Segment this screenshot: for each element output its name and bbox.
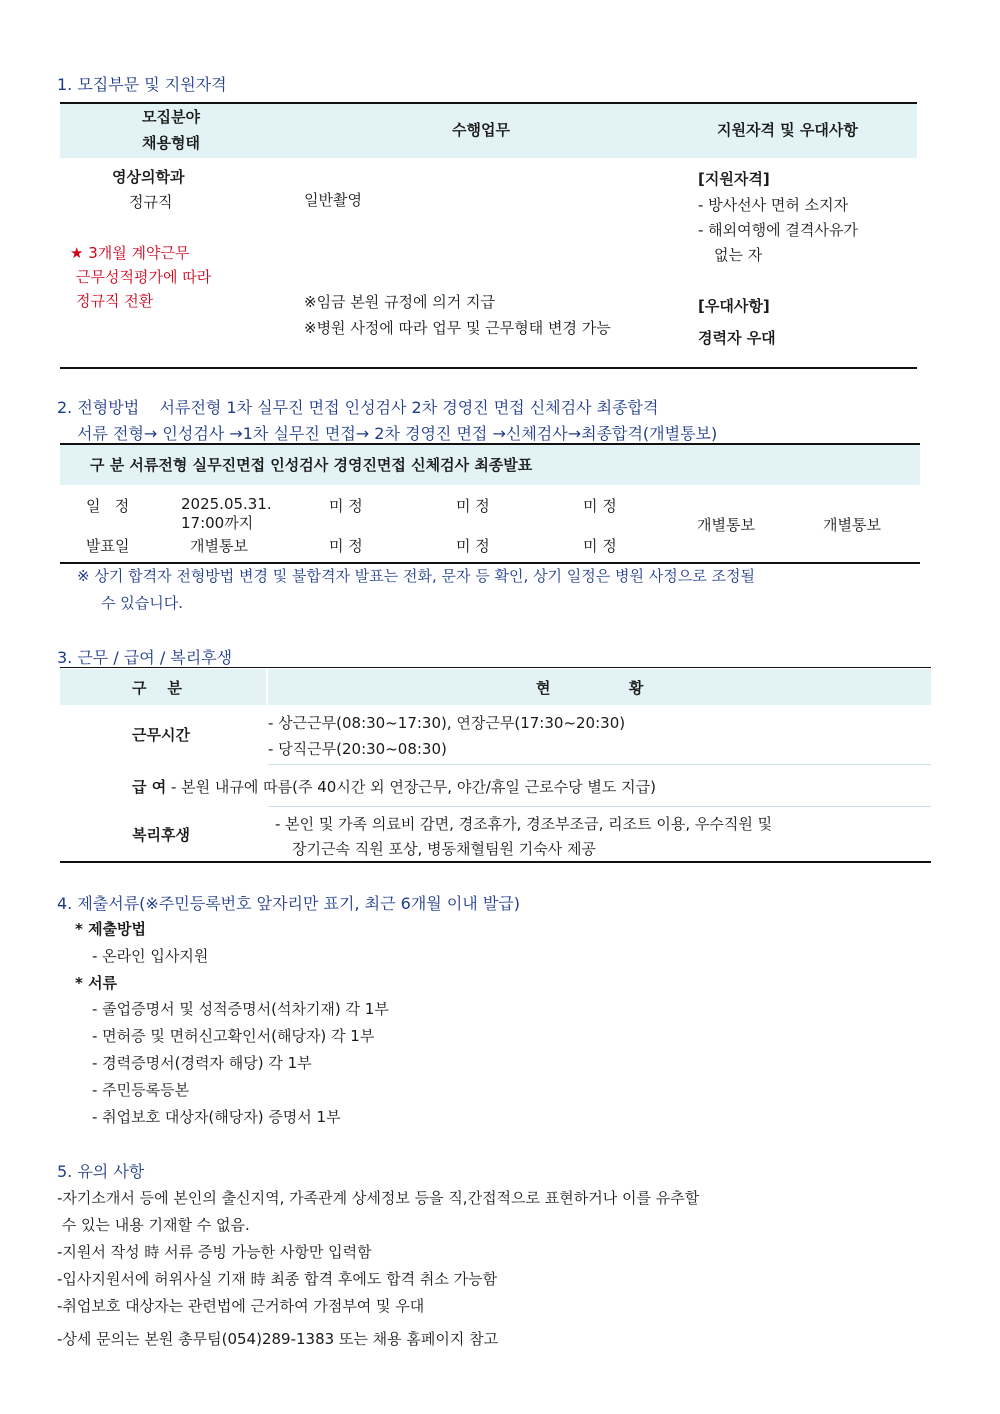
- pref-item: 경력자 우대: [698, 329, 776, 347]
- s2-table-header: 구 분 서류전형 실무진면접 인성검사 경영진면접 신체검사 최종발표: [90, 456, 533, 474]
- contract-line: ★ 3개월 계약근무: [70, 244, 190, 262]
- contract-line: 근무성적평가에 따라: [76, 268, 212, 286]
- schedule-date: 2025.05.31.: [181, 495, 272, 513]
- s3-bottom-rule: [60, 861, 931, 863]
- announce-cell: 미 정: [583, 537, 617, 555]
- s1-header-duty: 수행업무: [452, 121, 510, 139]
- section1-title: 1. 모집부문 및 지원자격: [57, 75, 227, 94]
- submit-method-title: * 제출방법: [75, 920, 147, 938]
- pay-text: - 본원 내규에 따름(주 40시간 외 연장근무, 야간/휴일 근로수당 별도 지급): [170, 778, 656, 796]
- schedule-time: 17:00까지: [181, 514, 254, 532]
- announce-cell: 개별통보: [190, 537, 248, 555]
- section2-title-num: 2. 전형방법: [57, 398, 140, 417]
- documents-title: * 서류: [75, 974, 118, 992]
- qual-item: 없는 자: [714, 246, 763, 264]
- s3-header-right: 현 황: [536, 679, 644, 697]
- s3-divider: [268, 764, 931, 765]
- schedule-label: 일 정: [86, 497, 130, 515]
- qual-item: - 해외여행에 결격사유가: [698, 221, 858, 239]
- announce-label: 발표일: [86, 537, 130, 555]
- s3-divider: [268, 806, 931, 807]
- contract-line: 정규직 전환: [76, 292, 154, 310]
- section5-title: 5. 유의 사항: [57, 1162, 145, 1181]
- document-item: - 졸업증명서 및 성적증명서(석차기재) 각 1부: [92, 1000, 389, 1018]
- s3-top-rule: [60, 667, 931, 668]
- section3-title: 3. 근무 / 급여 / 복리후생: [57, 648, 233, 667]
- schedule-cell: 미 정: [329, 497, 363, 515]
- qual-item: - 방사선사 면허 소지자: [698, 196, 849, 214]
- s2-note: 수 있습니다.: [101, 594, 183, 612]
- document-item: - 경력증명서(경력자 해당) 각 1부: [92, 1054, 312, 1072]
- notice-line: 수 있는 내용 기재할 수 없음.: [57, 1216, 250, 1234]
- welfare-line: - 본인 및 가족 의료비 감면, 경조휴가, 경조부조금, 리조트 이용, 우수직원 및: [275, 815, 773, 833]
- notice-line: -입사지원서에 허위사실 기재 時 최종 합격 후에도 합격 취소 가능함: [57, 1270, 498, 1288]
- s2-note: ※ 상기 합격자 전형방법 변경 및 불합격자 발표는 전화, 문자 등 확인, 상기 일정은 병원 사정으로 조정될: [77, 567, 755, 585]
- s1-header-qual: 지원자격 및 우대사항: [717, 121, 858, 139]
- s1-header-field: 모집분야: [142, 108, 200, 126]
- s1-bottom-rule: [60, 367, 917, 369]
- s2-bottom-rule: [60, 562, 920, 564]
- department: 영상의학과: [112, 168, 185, 186]
- schedule-cell: 미 정: [456, 497, 490, 515]
- announce-cell: 미 정: [329, 537, 363, 555]
- work-hours-label: 근무시간: [132, 726, 190, 744]
- qual-title: [지원자격]: [698, 170, 770, 188]
- announce-cell: 미 정: [456, 537, 490, 555]
- notice-line: -지원서 작성 時 서류 증빙 가능한 사항만 입력함: [57, 1243, 372, 1261]
- work-hours-item: - 상근근무(08:30~17:30), 연장근무(17:30~20:30): [268, 714, 626, 732]
- document-item: - 주민등록등본: [92, 1081, 190, 1099]
- section4-title: 4. 제출서류(※주민등록번호 앞자리만 표기, 최근 6개월 이내 발급): [57, 894, 520, 913]
- notice-line: -자기소개서 등에 본인의 출신지역, 가족관계 상세정보 등을 직,간접적으로 표현하거나 이를 유추할: [57, 1189, 700, 1207]
- s1-header-type: 채용형태: [142, 134, 200, 152]
- document-item: - 면허증 및 면허신고확인서(해당자) 각 1부: [92, 1027, 375, 1045]
- welfare-label: 복리후생: [132, 826, 190, 844]
- notice-line: -상세 문의는 본원 총무팀(054)289-1383 또는 채용 홈페이지 참고: [57, 1330, 499, 1348]
- pref-title: [우대사항]: [698, 297, 770, 315]
- notice-line: -취업보호 대상자는 관련법에 근거하여 가점부여 및 우대: [57, 1297, 425, 1315]
- note-line: ※병원 사정에 따라 업무 및 근무형태 변경 가능: [304, 319, 611, 337]
- s3-header-left: 구 분: [132, 679, 182, 697]
- selection-flow: 서류 전형→ 인성검사 →1차 실무진 면접→ 2차 경영진 면접 →신체검사→최종합격(개별통보): [77, 424, 718, 443]
- employment-type: 정규직: [129, 193, 173, 211]
- section2-title-rest: 서류전형 1차 실무진 면접 인성검사 2차 경영진 면접 신체검사 최종합격: [159, 398, 659, 417]
- pay-row: [132, 776, 656, 797]
- duty-main: 일반촬영: [304, 191, 362, 209]
- merged-cell: 개별통보: [697, 516, 755, 534]
- note-line: ※임금 본원 규정에 의거 지급: [304, 293, 496, 311]
- work-hours-item: - 당직근무(20:30~08:30): [268, 740, 447, 758]
- section2-title: [57, 395, 658, 418]
- submit-method-item: - 온라인 입사지원: [92, 947, 209, 965]
- pay-label: 급 여: [132, 778, 167, 796]
- schedule-cell: 미 정: [583, 497, 617, 515]
- welfare-line: 장기근속 직원 포상, 병동채혈팀원 기숙사 제공: [292, 840, 596, 858]
- merged-cell: 개별통보: [823, 516, 881, 534]
- document-item: - 취업보호 대상자(해당자) 증명서 1부: [92, 1108, 341, 1126]
